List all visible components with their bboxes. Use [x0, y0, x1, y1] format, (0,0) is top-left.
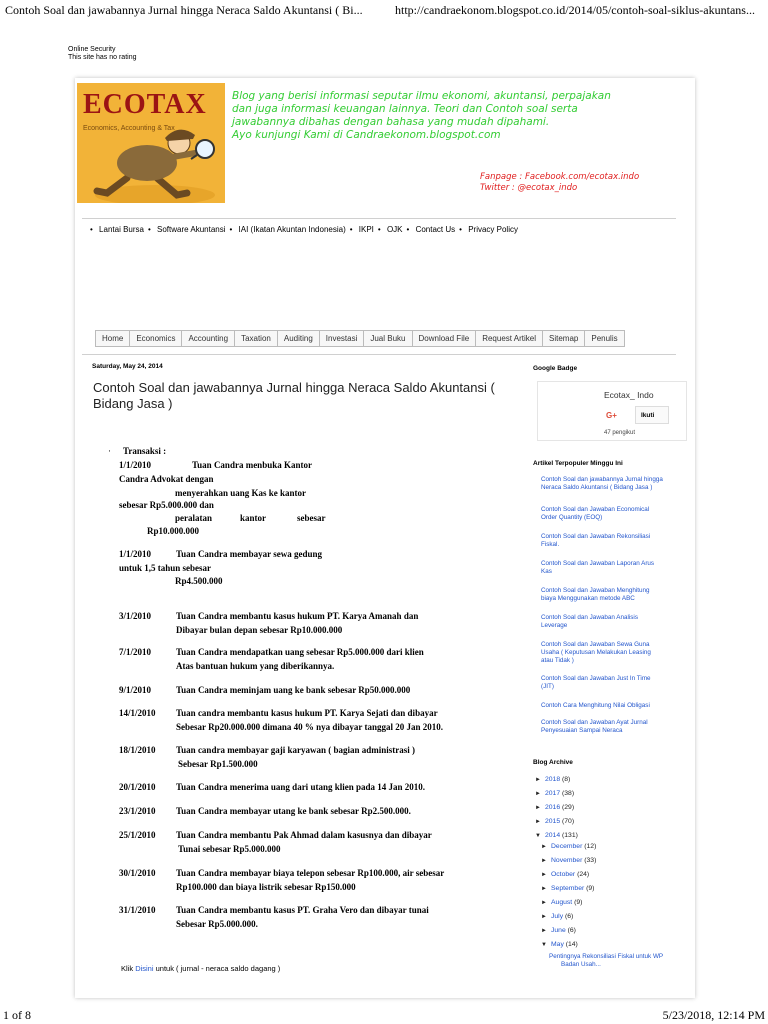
archive-count: (24) — [577, 871, 590, 878]
transaction-text: sebesar — [297, 513, 326, 523]
pdf-print-header — [0, 0, 768, 20]
blog-description — [232, 90, 652, 142]
transaction-date: 3/1/2010 — [119, 611, 152, 621]
popular-link-line: Order Quantity (EOQ) — [541, 514, 603, 521]
popular-link-line: Contoh Soal dan Jawaban Menghitung — [541, 587, 650, 594]
archive-year-item[interactable] — [535, 804, 574, 811]
transaction-text: Tuan Candra meminjam uang ke bank sebesar Rp50.000.000 — [176, 685, 411, 695]
archive-count: (9) — [586, 885, 595, 892]
popular-link-line: (JIT) — [541, 683, 554, 690]
archive-post-link[interactable] — [549, 953, 679, 969]
archive-count: (33) — [584, 857, 597, 864]
transaction-text: Dibayar bulan depan sebesar Rp10.000.000 — [176, 625, 343, 635]
transaction-text: Tuan Candra membayar biaya telepon sebesar Rp100.000, air sebesar — [176, 868, 445, 878]
archive-month-item[interactable] — [541, 885, 594, 892]
transaction-text: menyerahkan uang Kas ke kantor — [175, 488, 307, 498]
transaction-text: peralatan — [175, 513, 212, 523]
archive-count: (8) — [562, 776, 571, 783]
tab-home[interactable]: Home — [96, 331, 130, 346]
popular-link-line: Contoh Soal dan Jawaban Laporan Arus — [541, 560, 655, 567]
tab-investasi[interactable]: Investasi — [320, 331, 365, 346]
expand-arrow-icon: ► — [535, 819, 541, 825]
popular-link[interactable] — [541, 587, 681, 603]
popular-link[interactable] — [541, 641, 681, 665]
transaction-text: Tuan Candra membantu kasus PT. Graha Vero dan dibayar tunai — [176, 905, 429, 915]
archive-month-item[interactable] — [541, 913, 573, 920]
archive-year: 2014 — [545, 832, 561, 839]
archive-month: October — [551, 871, 576, 878]
transaction-text: Tuan candra membayar gaji karyawan ( bagian administrasi ) — [176, 745, 416, 755]
popular-link-line: Neraca Saldo Akuntansi ( Bidang Jasa ) — [541, 484, 653, 491]
popular-link-line: Contoh Soal dan Jawaban Economical — [541, 506, 650, 513]
transaction-text: Candra Advokat dengan — [119, 474, 214, 484]
popular-link[interactable] — [541, 533, 681, 549]
archive-month: July — [551, 913, 564, 920]
transaction-text: Sebesar Rp20.000.000 dimana 40 % nya dibayar tanggal 20 Jan 2010. — [176, 722, 443, 732]
bullet-icon: • — [349, 225, 353, 234]
blog-description-line: Blog yang berisi informasi seputar ilmu ekonomi, akuntansi, perpajakan — [232, 90, 611, 102]
archive-year: 2017 — [545, 790, 561, 797]
archive-month-item[interactable] — [541, 857, 596, 864]
archive-year: 2016 — [545, 804, 561, 811]
bullet-icon: • — [229, 225, 233, 234]
tab-auditing[interactable]: Auditing — [278, 331, 320, 346]
archive-count: (29) — [562, 804, 575, 811]
transaction-date: 31/1/2010 — [119, 905, 156, 915]
blog-archive-heading: Blog Archive — [533, 759, 573, 766]
collapse-arrow-icon: ▼ — [541, 942, 547, 948]
online-security-notice — [68, 46, 136, 62]
bullet-icon: • — [90, 225, 93, 234]
top-nav-item[interactable]: Contact Us — [415, 225, 456, 234]
transaction-date: 14/1/2010 — [119, 708, 156, 718]
popular-link-line: Contoh Soal dan Jawaban Sewa Guna — [541, 641, 650, 648]
transaction-date: 1/1/2010 — [119, 549, 152, 559]
transaction-text: Tuan Candra menbuka Kantor — [192, 460, 312, 470]
popular-link-line: Contoh Soal dan Jawaban Rekonsiliasi — [541, 533, 651, 540]
archive-count: (12) — [584, 843, 597, 850]
popular-heading: Artikel Terpopuler Minggu Ini — [533, 460, 623, 467]
popular-link-line: Contoh Soal dan jawabannya Jurnal hingga — [541, 476, 663, 483]
tab-economics[interactable]: Economics — [130, 331, 182, 346]
archive-month: May — [551, 941, 564, 948]
page-number: 1 of 8 — [3, 1008, 31, 1022]
popular-link-line: Usaha ( Keputusan Melakukan Leasing — [541, 649, 651, 656]
bullet-icon: • — [377, 225, 381, 234]
archive-count: (14) — [565, 941, 578, 948]
transaction-text: untuk 1,5 tahun sebesar — [119, 563, 212, 573]
expand-arrow-icon: ► — [541, 872, 547, 878]
badge-name[interactable]: Ecotax_ Indo — [604, 390, 654, 400]
transaction-text: Tuan Candra membantu kasus hukum PT. Karya Amanah dan — [176, 611, 419, 621]
google-badge-heading: Google Badge — [533, 365, 578, 372]
expand-arrow-icon: ► — [541, 914, 547, 920]
popular-link[interactable] — [541, 614, 681, 630]
transaction-text: Tuan candra membantu kasus hukum PT. Karya Sejati dan dibayar — [176, 708, 438, 718]
archive-count: (70) — [562, 818, 575, 825]
transaction-date: 7/1/2010 — [119, 647, 152, 657]
archive-year: 2015 — [545, 818, 561, 825]
expand-arrow-icon: ► — [541, 928, 547, 934]
archive-month-item[interactable] — [541, 927, 576, 934]
archive-year-item[interactable] — [535, 832, 578, 839]
bullet-icon: • — [406, 225, 410, 234]
archive-month: August — [551, 899, 573, 906]
archive-year-item[interactable] — [535, 818, 574, 825]
top-nav-item[interactable]: Lantai Bursa — [99, 225, 144, 234]
klik-prefix: Klik — [121, 964, 134, 973]
google-badge — [537, 381, 687, 441]
popular-link-line: Leverage — [541, 622, 568, 629]
bullet-icon: • — [459, 225, 462, 234]
tab-download-file[interactable]: Download File — [413, 331, 477, 346]
popular-link-line: Contoh Soal dan Jawaban Ayat Jurnal — [541, 719, 648, 726]
expand-arrow-icon: ► — [535, 777, 541, 783]
transaction-text: kantor — [240, 513, 267, 523]
tab-jual-buku[interactable]: Jual Buku — [364, 331, 412, 346]
ecotax-logo: ECOTAX — [83, 89, 207, 120]
archive-post-line: Pentingnya Rekonsiliasi Fiskal untuk WP — [549, 953, 664, 960]
popular-link-line: Contoh Cara Menghitung Nilai Obligasi — [541, 702, 650, 709]
expand-arrow-icon: ► — [541, 844, 547, 850]
top-nav-item[interactable]: Privacy Policy — [468, 225, 518, 234]
popular-link-line: Contoh Soal dan Jawaban Analisis — [541, 614, 638, 621]
category-tab-bar — [95, 330, 625, 347]
popular-link-line: Kas — [541, 568, 552, 575]
expand-arrow-icon: ► — [541, 858, 547, 864]
print-timestamp: 5/23/2018, 12:14 PM — [662, 1008, 765, 1022]
archive-month: September — [551, 885, 585, 892]
transaksi-label: Transaksi : — [123, 446, 167, 456]
disini-link[interactable]: Disini — [135, 964, 154, 973]
transaction-text: Rp10.000.000 — [147, 526, 200, 536]
transaction-date: 9/1/2010 — [119, 685, 152, 695]
bullet-icon: • — [147, 225, 151, 234]
post-date: Saturday, May 24, 2014 — [92, 363, 163, 370]
transaction-text: Tuan Candra membantu Pak Ahmad dalam kasusnya dan dibayar — [176, 830, 432, 840]
transaction-date: 1/1/2010 — [119, 460, 152, 470]
tab-sitemap[interactable]: Sitemap — [543, 331, 585, 346]
transaction-date: 18/1/2010 — [119, 745, 156, 755]
post-title[interactable] — [93, 380, 513, 412]
transaction-text: Sebesar Rp1.500.000 — [178, 759, 258, 769]
archive-month-item[interactable] — [541, 941, 578, 948]
transaction-text: Rp4.500.000 — [175, 576, 223, 586]
pdf-header-title: Contoh Soal dan jawabannya Jurnal hingga Neraca Saldo Akuntansi ( Bi... — [5, 3, 363, 17]
header-divider — [82, 218, 676, 219]
expand-arrow-icon: ► — [541, 886, 547, 892]
archive-count: (38) — [562, 790, 575, 797]
post-title-line: Bidang Jasa ) — [93, 396, 173, 411]
top-nav-item[interactable]: IKPI — [358, 225, 374, 234]
transaction-text: Tuan Candra menerima uang dari utang klien pada 14 Jan 2010. — [176, 782, 425, 792]
transaction-text: Sebesar Rp5.000.000. — [176, 919, 258, 929]
popular-link[interactable] — [541, 719, 681, 735]
transaction-date: 25/1/2010 — [119, 830, 156, 840]
archive-post-line: Badan Usah... — [561, 961, 601, 968]
popular-link[interactable] — [541, 506, 681, 522]
archive-month: November — [551, 857, 583, 864]
popular-link[interactable] — [541, 702, 681, 710]
klik-suffix: untuk ( jurnal - neraca saldo dagang ) — [155, 964, 281, 973]
social-links — [480, 172, 639, 194]
fanpage-link[interactable]: Fanpage : Facebook.com/ecotax.indo — [480, 172, 640, 182]
tab-divider — [82, 354, 676, 355]
archive-month-item[interactable] — [541, 871, 589, 878]
top-navigation — [90, 225, 522, 234]
archive-year-item[interactable] — [535, 790, 574, 797]
transaction-text: Tuan Candra mendapatkan uang sebesar Rp5.000.000 dari klien — [176, 647, 424, 657]
popular-link[interactable] — [541, 560, 681, 576]
ecotax-tagline: Economics, Accounting & Tax — [83, 125, 175, 132]
followers-count: 47 pengikut — [604, 430, 636, 436]
transaction-date: 20/1/2010 — [119, 782, 156, 792]
google-plus-icon: G+ — [606, 411, 617, 420]
top-nav-item[interactable]: Software Akuntansi — [157, 225, 226, 234]
klik-line — [121, 964, 280, 973]
popular-link[interactable] — [541, 675, 681, 691]
follow-button[interactable]: Ikuti — [635, 406, 669, 424]
popular-link-line: Fiskal. — [541, 541, 560, 548]
blog-description-line: dan juga informasi keuangan lainnya. Teori dan Contoh soal serta — [232, 103, 578, 115]
twitter-link[interactable]: Twitter : @ecotax_indo — [480, 183, 578, 193]
top-nav-item[interactable]: IAI (Ikatan Akuntan Indonesia) — [238, 225, 346, 234]
popular-link[interactable] — [541, 476, 681, 492]
archive-month: December — [551, 843, 583, 850]
list-bullet: · — [108, 446, 111, 456]
tab-request-artikel[interactable]: Request Artikel — [476, 331, 543, 346]
ecotax-banner[interactable] — [77, 83, 225, 203]
transaction-text: sebesar Rp5.000.000 dan — [119, 500, 214, 510]
post-title-line: Contoh Soal dan jawabannya Jurnal hingga Neraca Saldo Akuntansi ( — [93, 380, 495, 395]
expand-arrow-icon: ► — [535, 791, 541, 797]
popular-link-line: Contoh Soal dan Jawaban Just In Time — [541, 675, 651, 682]
transaction-date: 30/1/2010 — [119, 868, 156, 878]
tab-accounting[interactable]: Accounting — [182, 331, 235, 346]
popular-link-line: atau Tidak ) — [541, 657, 574, 664]
archive-year: 2018 — [545, 776, 561, 783]
transaction-text: Tunai sebesar Rp5.000.000 — [178, 844, 281, 854]
archive-month-item[interactable] — [541, 899, 582, 906]
expand-arrow-icon: ► — [535, 805, 541, 811]
archive-month-item[interactable] — [541, 843, 596, 850]
blog-description-line: Ayo kunjungi Kami di Candraekonom.blogspot.com — [232, 129, 501, 141]
top-nav-item[interactable]: OJK — [386, 225, 403, 234]
archive-count: (9) — [574, 899, 583, 906]
tab-penulis[interactable]: Penulis — [591, 334, 618, 343]
archive-count: (131) — [562, 832, 578, 839]
archive-count: (6) — [567, 927, 576, 934]
expand-arrow-icon: ► — [541, 900, 547, 906]
transaction-date: 23/1/2010 — [119, 806, 156, 816]
pdf-header-url: http://candraekonom.blogspot.co.id/2014/05/contoh-soal-siklus-akuntans... — [395, 3, 755, 17]
archive-count: (6) — [564, 913, 574, 920]
tab-taxation[interactable]: Taxation — [235, 331, 278, 346]
collapse-arrow-icon: ▼ — [535, 833, 541, 839]
transaction-text: Rp100.000 dan biaya listrik sebesar Rp150.000 — [176, 882, 356, 892]
popular-link-line: biaya Menggunakan metode ABC — [541, 595, 635, 602]
archive-month: June — [551, 927, 566, 934]
transaction-text: Tuan Candra membayar sewa gedung — [176, 549, 323, 559]
online-security-title: Online Security — [68, 46, 116, 53]
archive-year-item[interactable] — [535, 776, 570, 783]
transaction-text: Atas bantuan hukum yang diberikannya. — [176, 661, 335, 671]
transaction-text: Tuan Candra membayar utang ke bank sebesar Rp2.500.000. — [176, 806, 411, 816]
blog-description-line: jawabannya dibahas dengan bahasa yang mudah dipahami. — [232, 116, 550, 128]
online-security-rating: This site has no rating — [68, 54, 137, 61]
popular-link-line: Penyesuaian Sampai Neraca — [541, 727, 623, 734]
